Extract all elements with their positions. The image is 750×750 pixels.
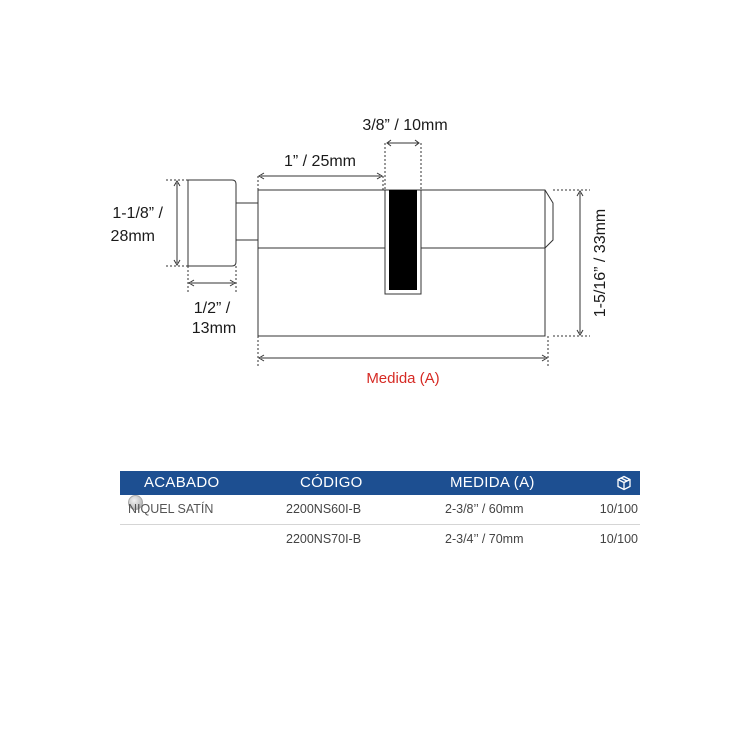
knob-shaft: [236, 203, 258, 240]
label-front-length: 1” / 25mm: [283, 153, 357, 170]
row-medida: 2-3/4’’ / 70mm: [445, 532, 524, 546]
table-header: [120, 471, 640, 495]
table-row: [120, 495, 640, 525]
label-knob-width-metric: 13mm: [191, 320, 237, 337]
label-cylinder-height: 1-5/16” / 33mm: [592, 208, 609, 318]
cam-slot: [389, 190, 417, 290]
row-cantidad: 10/100: [599, 532, 638, 546]
row-codigo: 2200NS70I-B: [286, 532, 362, 546]
thumb-turn-knob: [188, 180, 236, 266]
row-codigo: 2200NS60I-B: [286, 502, 362, 516]
finish-label: NIQUEL SATÍN: [128, 502, 214, 516]
label-knob-height-imperial: 1-1/8” /: [112, 205, 163, 222]
header-codigo: CÓDIGO: [300, 474, 363, 491]
label-slot-width: 3/8” / 10mm: [362, 117, 448, 134]
label-knob-width-imperial: 1/2” /: [193, 300, 231, 317]
row-cantidad: 10/100: [599, 502, 638, 516]
header-acabado: ACABADO: [144, 474, 220, 491]
table-row: [120, 525, 640, 554]
label-overall-length: Medida (A): [366, 370, 440, 387]
header-medida: MEDIDA (A): [450, 474, 535, 491]
label-knob-height-metric: 28mm: [110, 228, 155, 245]
spec-table: [120, 471, 640, 554]
row-medida: 2-3/8’’ / 60mm: [445, 502, 524, 516]
